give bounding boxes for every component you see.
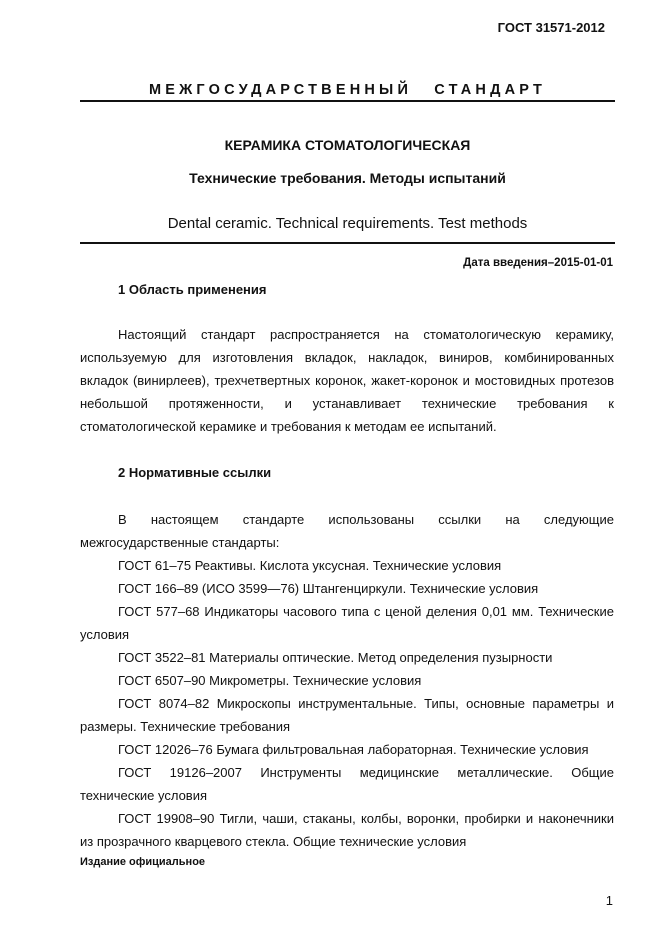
section-1-heading: 1 Область применения	[118, 282, 267, 297]
page-number: 1	[605, 893, 613, 908]
reference-item: ГОСТ 166–89 (ИСО 3599—76) Штангенциркули. Технические условия	[118, 581, 539, 596]
introduction-date: Дата введения–2015-01-01	[463, 257, 613, 269]
banner-rule	[80, 100, 615, 102]
section-2-body	[80, 508, 614, 853]
reference-item: ГОСТ 8074–82 Микроскопы инструментальные. Типы, основные параметры и размеры. Технические требования	[80, 696, 614, 734]
document-title: КЕРАМИКА СТОМАТОЛОГИЧЕСКАЯ	[224, 137, 471, 153]
document-subtitle: Технические требования. Методы испытаний	[189, 170, 506, 186]
title-rule	[80, 242, 615, 244]
section-2-heading: 2 Нормативные ссылки	[118, 465, 272, 480]
section-1-text: Настоящий стандарт распространяется на стоматологическую керамику, используемую для изготовления вкладок, накладок, виниров, комбинированных вкладок (винирлеев), трехчетвертных коронок, жакет-коронок и мостовидных протезов небольшой протяженности, и устанавливает технические требования к стоматологической керамике и требования к методам ее испытаний.	[80, 327, 614, 434]
reference-item: ГОСТ 19908–90 Тигли, чаши, стаканы, колбы, воронки, пробирки и наконечники из прозрачного кварцевого стекла. Общие технические условия	[80, 811, 614, 849]
reference-item: ГОСТ 61–75 Реактивы. Кислота уксусная. Технические условия	[118, 558, 502, 573]
reference-item: ГОСТ 12026–76 Бумага фильтровальная лабораторная. Технические условия	[118, 742, 589, 757]
standard-banner: МЕЖГОСУДАРСТВЕННЫЙ СТАНДАРТ	[148, 82, 547, 98]
document-code: ГОСТ 31571-2012	[497, 20, 605, 35]
section-1-body	[80, 323, 614, 438]
official-edition-label: Издание официальное	[80, 856, 206, 868]
reference-item: ГОСТ 19126–2007 Инструменты медицинские металлические. Общие технические условия	[80, 765, 614, 803]
reference-item: ГОСТ 577–68 Индикаторы часового типа с ценой деления 0,01 мм. Технические условия	[80, 604, 614, 642]
english-title: Dental ceramic. Technical requirements. Test methods	[167, 215, 528, 232]
reference-item: ГОСТ 6507–90 Микрометры. Технические условия	[118, 673, 422, 688]
reference-item: ГОСТ 3522–81 Материалы оптические. Метод определения пузырности	[118, 650, 553, 665]
section-2-intro: В настоящем стандарте использованы ссылки на следующие межгосударственные стандарты:	[80, 512, 614, 550]
